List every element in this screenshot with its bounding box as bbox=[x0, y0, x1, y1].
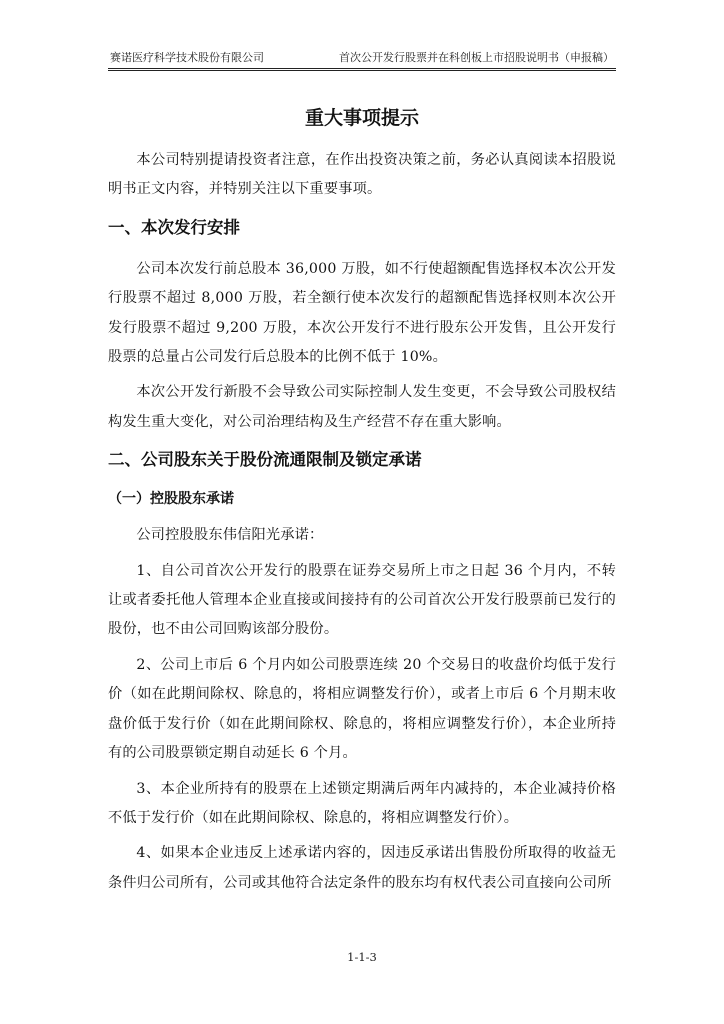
section-heading-lockup: 二、公司股东关于股份流通限制及锁定承诺 bbox=[108, 450, 422, 470]
page-title: 重大事项提示 bbox=[304, 107, 419, 129]
running-header bbox=[108, 50, 616, 66]
header-rule-double bbox=[108, 70, 616, 71]
issuance-paragraph-2: 本次公开发行新股不会导致公司实际控制人发生变更，不会导致公司股权结构发生重大变化，对公司治理结构及生产经营不存在重大影响。 bbox=[108, 384, 616, 430]
lockup-paragraph-2: 2、公司上市后 6 个月内如公司股票连续 20 个交易日的收盘价均低于发行价（如在此期间除权、除息的，将相应调整发行价），或者上市后 6 个月期末收盘价低于发行价（如在此期间除权、除息的，将相应调整发行价），本企业所持有的公司股票锁定期自动延长 6 个月。 bbox=[108, 656, 616, 762]
section-heading-issuance: 一、本次发行安排 bbox=[108, 217, 240, 237]
lockup-paragraph-1: 1、自公司首次公开发行的股票在证券交易所上市之日起 36 个月内，不转让或者委托他人管理本企业直接或间接持有的公司首次公开发行股票前已发行的股份，也不由公司回购该部分股份。 bbox=[108, 562, 616, 638]
intro-paragraph: 本公司特别提请投资者注意，在作出投资决策之前，务必认真阅读本招股说明书正文内容，并特别关注以下重要事项。 bbox=[108, 152, 616, 198]
lockup-paragraph-intro: 公司控股股东伟信阳光承诺： bbox=[136, 527, 324, 544]
page-number: 1-1-3 bbox=[347, 950, 377, 964]
lockup-paragraph-3: 3、本企业所持有的股票在上述锁定期满后两年内减持的，本企业减持价格不低于发行价（如在此期间除权、除息的，将相应调整发行价）。 bbox=[108, 780, 616, 826]
page-body bbox=[108, 104, 616, 904]
subsection-heading-controlling-shareholder: （一）控股股东承诺 bbox=[108, 491, 234, 508]
header-company-name: 赛诺医疗科学技术股份有限公司 bbox=[110, 51, 264, 64]
lockup-paragraph-4: 4、如果本企业违反上述承诺内容的，因违反承诺出售股份所取得的收益无条件归公司所有，公司或其他符合法定条件的股东均有权代表公司直接向公司所 bbox=[108, 845, 616, 891]
issuance-paragraph-1: 公司本次发行前总股本 36,000 万股，如不行使超额配售选择权本次公开发行股票不超过 8,000 万股，若全额行使本次发行的超额配售选择权则本次公开发行股票不超过 9,200 万股，本次公开发行不进行股东公开发售，且公开发行股票的总量占公司发行后总股本的比例不低于 10%。 bbox=[108, 260, 616, 366]
header-rule bbox=[108, 68, 616, 69]
header-document-title: 首次公开发行股票并在科创板上市招股说明书（申报稿） bbox=[339, 51, 614, 64]
